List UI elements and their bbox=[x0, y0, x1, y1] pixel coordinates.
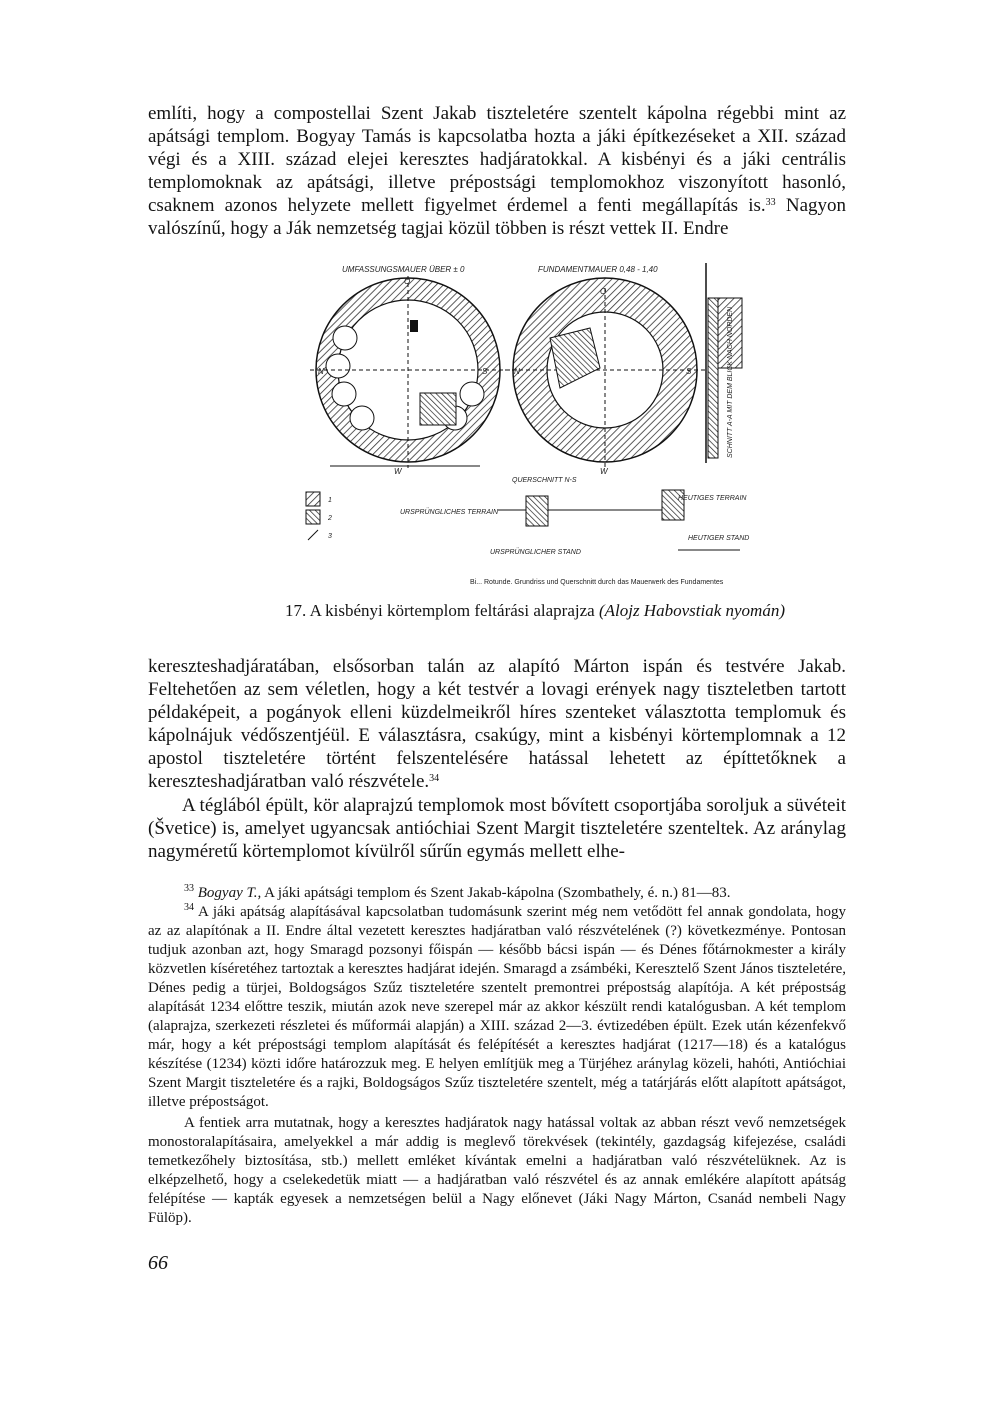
paragraph-text: A téglából épült, kör alaprajzú templomok most bővített csoportjába soroljuk a süvéteit (Švetice) is, amelyet ugyancsak antióchiai Szent Margit tiszteletére szenteltek. Az aránylag nagyméretű körtemplomot kívülről sűrűn egymás mellett elhe- bbox=[148, 795, 846, 862]
label-current-state: HEUTIGER STAND bbox=[688, 535, 750, 542]
footnote-34 bbox=[148, 903, 846, 1112]
label-section-side: SCHNITT A-A MIT DEM BLICK NACH NORDEN bbox=[727, 306, 734, 458]
label-n-right: N bbox=[514, 367, 520, 376]
right-rotunda-plan bbox=[505, 278, 705, 476]
label-cross-section: QUERSCHNITT N-S bbox=[512, 477, 577, 484]
paragraph-text: kereszteshadjáratában, elsősorban talán az alapító Márton ispán és testvére Jakab. Feltehetően az sem véletlen, hogy a két testvér a lovagi erények nagy tiszteletben tartott példaképeit, a pogányok elleni küzdelmeikről híres szenteket választotta templomuk és kápolnájuk védőszentjéül. E választásra, csakúgy, mint a kisbényi körtemplomnak a 12 apostol tiszteletére történt felszentelésére hatással lehetett az építtetőknek a kereszteshadjáratban való részvétele. bbox=[148, 656, 846, 792]
footnote-author: Bogyay T., bbox=[197, 885, 262, 901]
footnote-ref-34[interactable]: 34 bbox=[429, 773, 440, 784]
label-w-left: W bbox=[394, 467, 402, 476]
footnote-num: 33 bbox=[184, 883, 194, 894]
cross-section-n-s bbox=[400, 477, 749, 556]
footnote-continuation bbox=[148, 1114, 846, 1228]
figure-small-caption: Bi... Rotunde. Grundriss und Querschnitt durch das Mauerwerk des Fundamentes bbox=[470, 579, 724, 586]
footnote-ref-33[interactable]: 33 bbox=[765, 197, 776, 208]
label-outer-wall: UMFASSUNGSMAUER ÜBER ± 0 bbox=[342, 265, 465, 274]
label-foundation-wall: FUNDAMENTMAUER 0,48 - 1,40 bbox=[538, 265, 658, 274]
footnote-33 bbox=[148, 884, 846, 903]
label-w-right: W bbox=[600, 467, 608, 476]
page-number: 66 bbox=[148, 1252, 168, 1274]
side-section-a-a bbox=[706, 263, 742, 463]
label-s-left: S bbox=[482, 367, 488, 376]
body-paragraph-1 bbox=[148, 102, 846, 240]
label-original-terrain: URSPRÜNGLICHES TERRAIN bbox=[400, 509, 499, 516]
caption-credit: (Alojz Habovstiak nyomán) bbox=[598, 601, 785, 620]
floor-plan-drawing bbox=[300, 258, 770, 598]
body-paragraph-2 bbox=[148, 655, 846, 793]
label-s-right: S bbox=[686, 367, 692, 376]
label-n-left: N bbox=[318, 367, 324, 376]
footnote-text: A fentiek arra mutatnak, hogy a keresztes hadjáratok nagy hatással voltak az abban részt vevő nemzetségek monostoralapításaira, amelyekkel a már addig is meglevő törekvések (tekintély, gazdagság kifejezése, családi temetkezőhely biztosítása, stb.) mellett emléket kívántak emelni a hadjáratban való részvételüknek. Az is elképzelhető, hogy a cselekedetük miatt — a hadjáratban való részvétel és az annak emlékére alapított apátság felépítése — kapták egyesek a nemzetségen belül a Nagy előnevet (Jáki Nagy Márton, Csanád nembeli Nagy Fülöp). bbox=[148, 1115, 846, 1226]
label-o-right: O bbox=[600, 287, 607, 296]
paragraph-text: említi, hogy a compostellai Szent Jakab tiszteletére szentelt kápolna régebbi mint az apátsági templom. Bogyay Tamás is kapcsolatba hozta a jáki építkezéseket a XII. század végi és a XIII. század elejei keresztes hadjáratokkal. A kisbényi és a jáki centrális templomoknak az apátsági, illetve prépostsági templomokhoz viszonyított hasonló, csaknem azonos helyzete mellett figyelmet érdemel a fenti megállapítás is. bbox=[148, 103, 846, 216]
footnote-text: A jáki apátsági templom és Szent Jakab-kápolna (Szombathely, é. n.) 81—83. bbox=[261, 885, 731, 901]
left-rotunda-plan bbox=[310, 276, 510, 476]
body-paragraph-3 bbox=[148, 794, 846, 863]
legend-item-2: 2 bbox=[328, 515, 332, 522]
caption-text: 17. A kisbényi körtemplom feltárási alaprajza bbox=[285, 601, 595, 620]
legend-item-1: 1 bbox=[328, 497, 332, 504]
figure-floor-plan bbox=[300, 258, 770, 598]
footnote-num: 34 bbox=[184, 902, 194, 913]
legend-item-3: 3 bbox=[328, 533, 332, 540]
paragraph-text-tail: Nagyon valószínű, hogy a Ják nemzetség tagjai közül többen is részt vettek II. Endre bbox=[148, 195, 846, 239]
label-original-state: URSPRÜNGLICHER STAND bbox=[490, 549, 581, 556]
label-o-left: O bbox=[404, 277, 411, 286]
legend bbox=[306, 492, 332, 540]
label-current-terrain: HEUTIGES TERRAIN bbox=[678, 495, 747, 502]
footnote-text: A jáki apátság alapításával kapcsolatban tudomásunk szerint még nem vetődött fel annak gondolata, hogy az az alapítónak a II. Endre által vezetett keresztes hadjáratban való részvételének (?) következménye. Pontosan tudjuk azonban azt, hogy Smaragd pozsonyi főispán — később bácsi ispán — és Dénes főtárnokmester a király közvetlen kíséretéhez tartoztak a keresztes hadjárat idején. Smaragd a zsámbéki, Keresztelő Szent János tiszteletére, Dénes pedig a türjei, Boldogságos Szűz tiszteletére szentelt premontrei prépostság alapítója. A két prépostság alapítását 1234 előttre teszik, miután azok neve szerepel már az akkor készült rendi katalógusban. A két templom (alaprajza, szerkezeti részletei és műformái alapján) a XIII. század 2—3. évtizedében épült. Ezek után kézenfekvő már, hogy a két prépostsági templom alapítását és felépítését a keresztes hadjárat (1217—18) és a katalógus készítése (1234) közti időre határozzuk meg. E helyen említjük meg a Türjéhez aránylag közeli, hahóti, Antióchiai Szent Margit tiszteletére és a rajki, Boldogságos Szűz tiszteletére szentelt, még a tatárjárás előtt alapított apátságot, illetve prépostságot. bbox=[148, 904, 846, 1110]
figure-caption bbox=[255, 601, 815, 621]
